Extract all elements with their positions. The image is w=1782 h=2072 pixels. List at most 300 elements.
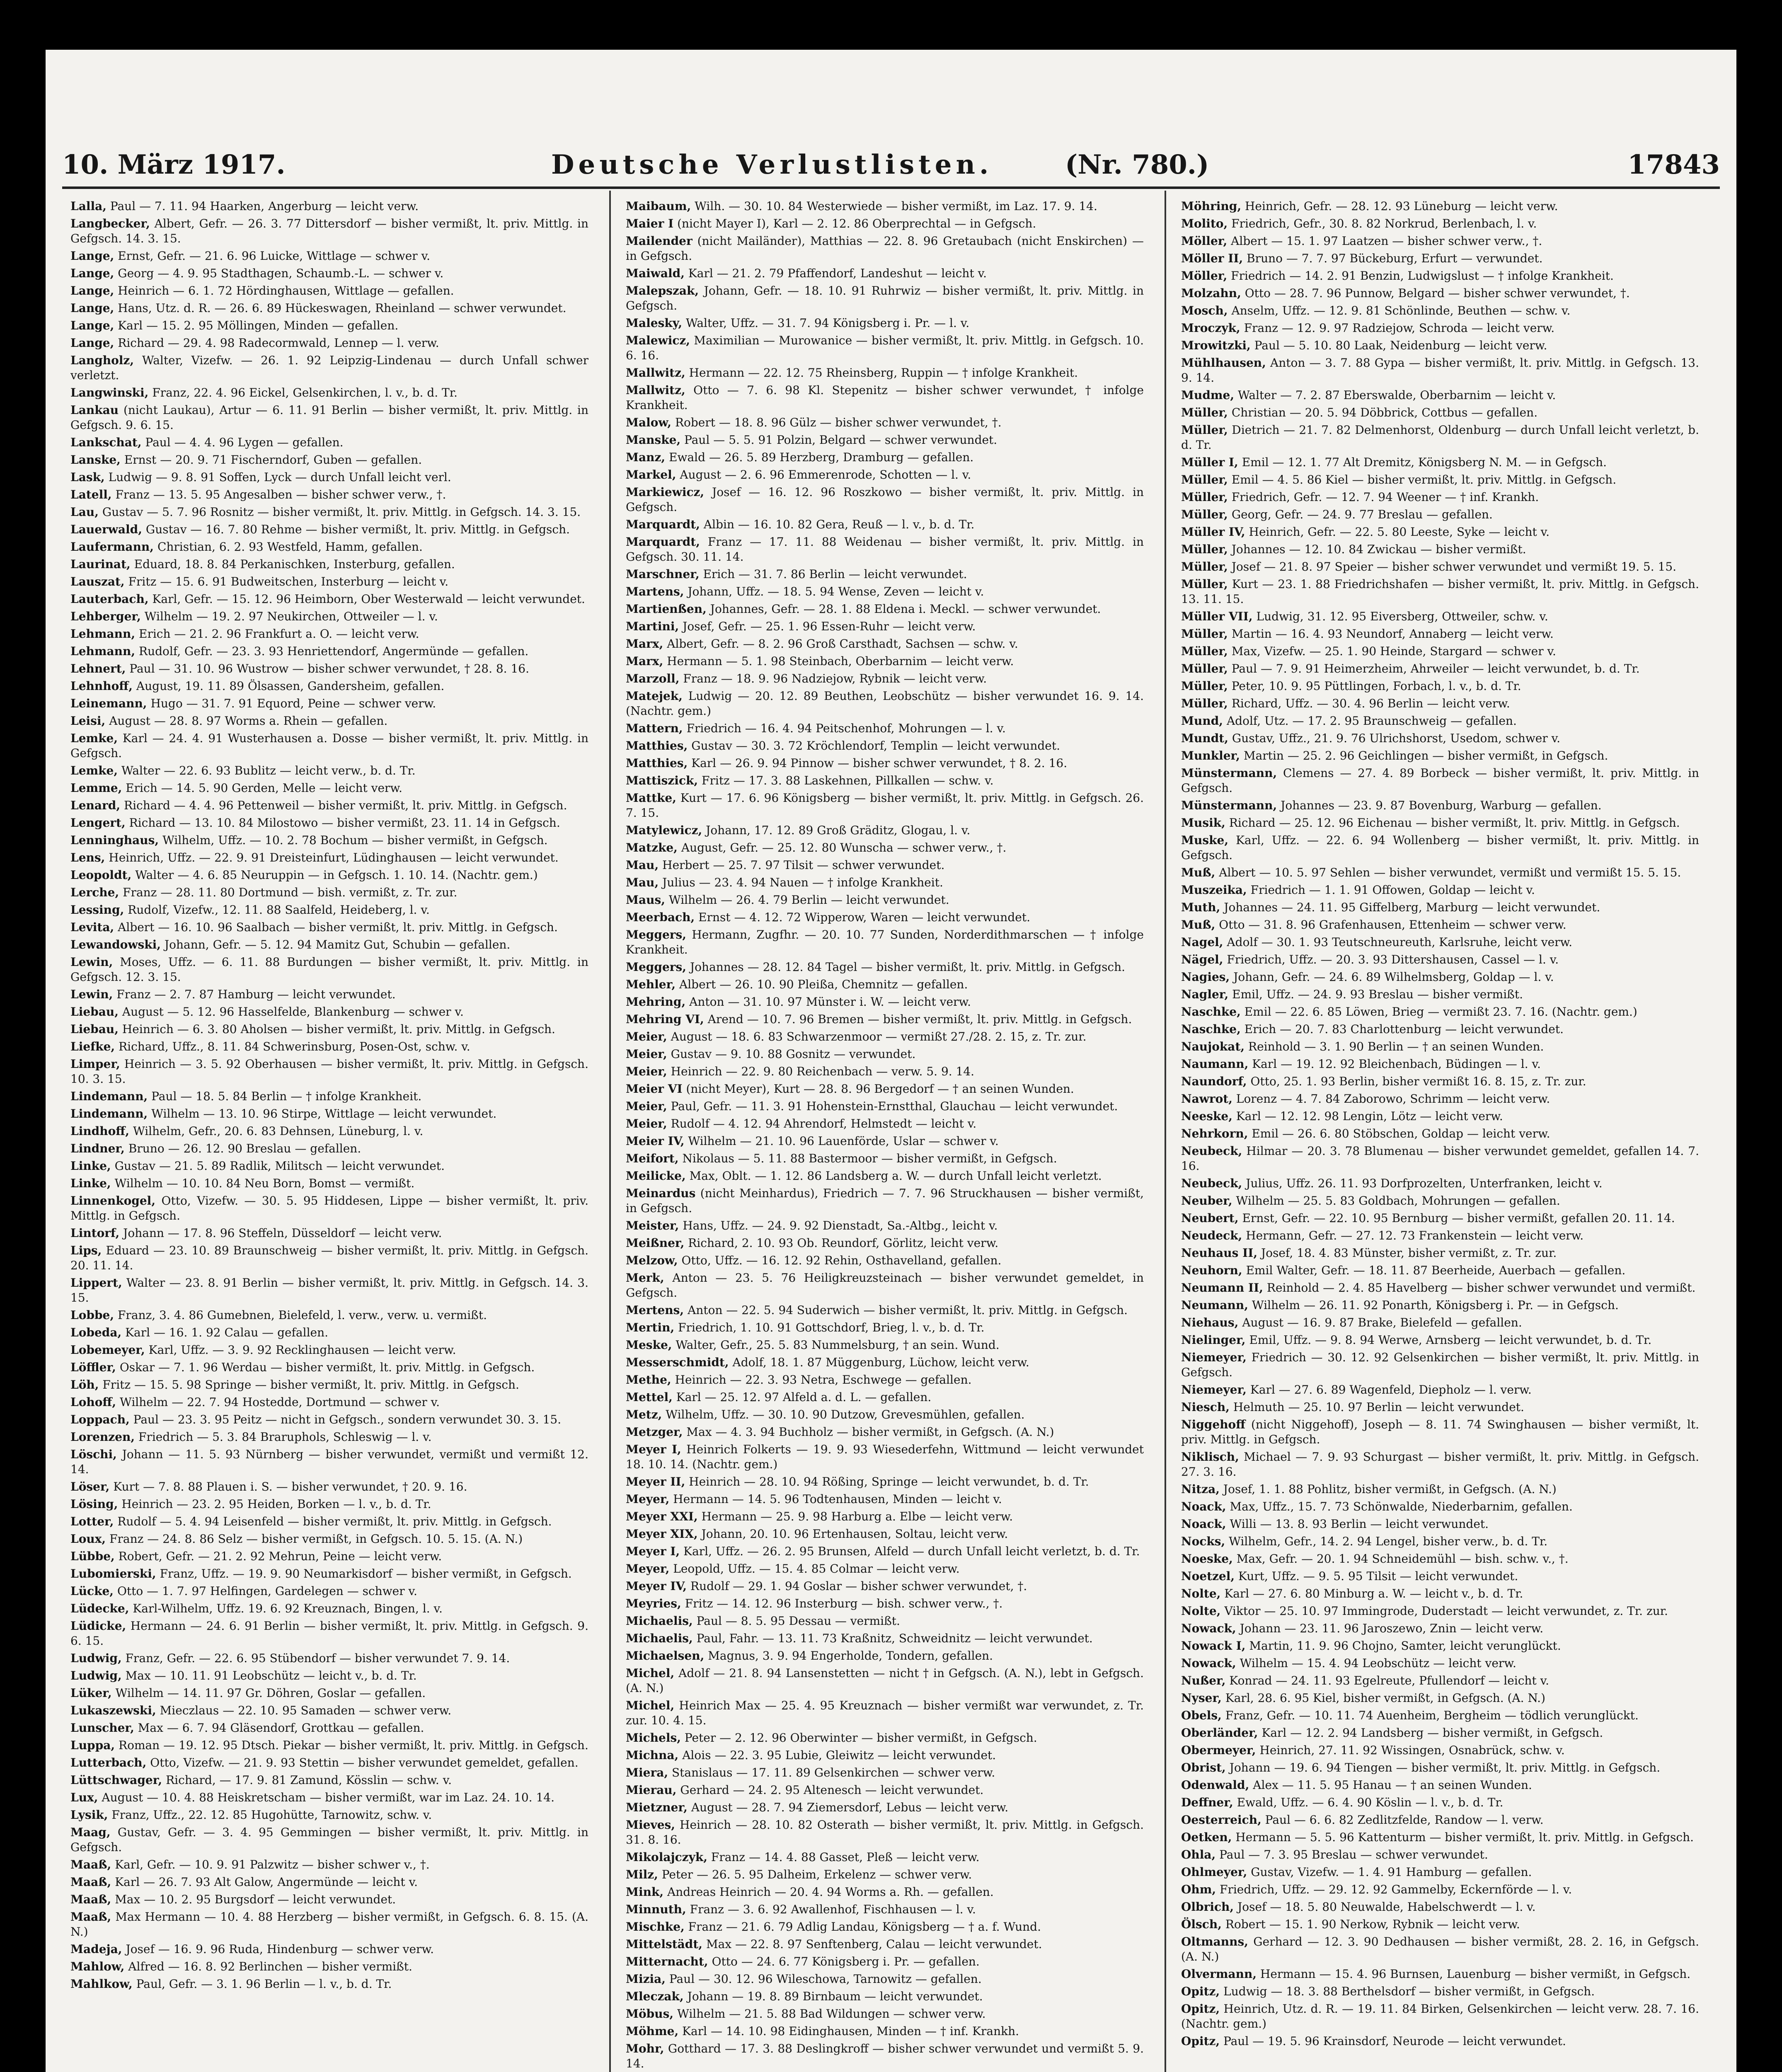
casualty-name: Lanske,	[70, 453, 121, 467]
casualty-name: Meyer IV,	[626, 1579, 687, 1593]
casualty-details: Heinrich, Utz. d. R. — 19. 11. 84 Birken, Gelsenkirchen — leicht verw. 28. 7. 16. (Nachtr. gem.)	[1181, 2002, 1699, 2031]
casualty-entry	[1181, 1144, 1699, 1174]
casualty-entry	[626, 283, 1144, 313]
casualty-entry	[626, 1338, 1144, 1353]
casualty-details: Hans, Uffz. — 24. 9. 92 Dienstadt, Sa.-Altbg., leicht v.	[683, 1219, 998, 1232]
casualty-details: Heinrich — 22. 3. 93 Netra, Eschwege — gefallen.	[675, 1373, 972, 1387]
casualty-name: Liebau,	[70, 1022, 119, 1036]
casualty-entry	[626, 840, 1144, 855]
casualty-name: Mizia,	[626, 1972, 666, 1986]
casualty-entry	[1181, 1450, 1699, 1479]
casualty-entry	[70, 1057, 588, 1087]
casualty-name: Musik,	[1181, 816, 1225, 830]
casualty-details: Franz, 3. 4. 86 Gumebnen, Bielefeld, l. verw., verw. u. vermißt.	[118, 1308, 487, 1322]
casualty-name: Michels,	[626, 1731, 681, 1745]
casualty-details: (nicht Laukau), Artur — 6. 11. 91 Berlin — bisher vermißt, lt. priv. Mittlg. in Gefgsch. 9. 6. 15.	[70, 403, 588, 432]
casualty-details: Johann — 23. 11. 96 Jaroszewo, Znin — leicht verw.	[1240, 1622, 1544, 1635]
casualty-details: Dietrich — 21. 7. 82 Delmenhorst, Oldenburg — durch Unfall leicht verletzt, b. d. Tr.	[1181, 423, 1699, 452]
casualty-entry	[1181, 559, 1699, 574]
casualty-name: Muß,	[1181, 918, 1215, 932]
casualty-name: Obermeyer,	[1181, 1743, 1256, 1757]
casualty-entry	[70, 679, 588, 694]
casualty-name: Meier,	[626, 1065, 667, 1078]
casualty-entry	[626, 1561, 1144, 1576]
casualty-entry	[626, 756, 1144, 771]
casualty-entry	[626, 433, 1144, 448]
casualty-entry	[70, 1089, 588, 1104]
casualty-entry	[1181, 405, 1699, 420]
casualty-name: Mierau,	[626, 1783, 677, 1797]
casualty-name: Niehaus,	[1181, 1316, 1239, 1329]
casualty-entry	[626, 1492, 1144, 1507]
casualty-entry	[70, 1619, 588, 1648]
casualty-entry	[70, 1532, 588, 1547]
casualty-name: Opitz,	[1181, 1985, 1220, 1998]
casualty-name: Olbrich,	[1181, 1900, 1234, 1914]
casualty-entry	[626, 1989, 1144, 2004]
casualty-entry	[1181, 714, 1699, 729]
casualty-name: Marx,	[626, 637, 663, 651]
casualty-name: Munkler,	[1181, 749, 1240, 762]
casualty-details: Friedrich, 1. 10. 91 Gottschdorf, Brieg, l. v., b. d. Tr.	[678, 1321, 985, 1334]
casualty-entry	[1181, 644, 1699, 659]
casualty-details: Wilhelm, Gefr., 14. 2. 94 Lengel, bisher verw., b. d. Tr.	[1229, 1535, 1548, 1548]
casualty-entry	[626, 316, 1144, 331]
casualty-details: Georg — 4. 9. 95 Stadthagen, Schaumb.-L. — schwer v.	[118, 266, 444, 280]
casualty-details: Julius, Uffz. 26. 11. 93 Dorfprozelten, Unterfranken, leicht v.	[1246, 1176, 1603, 1190]
casualty-entry	[70, 1910, 588, 1939]
casualty-entry	[70, 385, 588, 400]
casualty-name: Lehnhoff,	[70, 679, 133, 693]
casualty-name: Matthies,	[626, 739, 688, 753]
casualty-details: Peter, 10. 9. 95 Püttlingen, Forbach, l. v., b. d. Tr.	[1231, 679, 1521, 693]
casualty-details: Richard — 13. 10. 84 Milostowo — bisher vermißt, 23. 11. 14 in Gefgsch.	[129, 816, 560, 830]
casualty-details: Heinrich Max — 25. 4. 95 Kreuznach — bisher vermißt war verwundet, z. Tr. zur. 10. 4. 15.	[626, 1699, 1144, 1727]
casualty-name: Müller I,	[1181, 455, 1238, 469]
casualty-entry	[70, 199, 588, 214]
casualty-entry	[1181, 1350, 1699, 1380]
casualty-entry	[626, 1666, 1144, 1696]
casualty-entry	[70, 731, 588, 761]
casualty-entry	[626, 1407, 1144, 1422]
casualty-name: Nitza,	[1181, 1482, 1220, 1496]
column-middle	[626, 199, 1144, 2072]
casualty-details: Fritz — 14. 12. 96 Insterburg — bish. schwer verw., †.	[685, 1597, 1003, 1610]
casualty-details: Max — 10. 11. 91 Leobschütz — leicht v., b. d. Tr.	[125, 1669, 417, 1682]
casualty-name: Mietzner,	[626, 1801, 688, 1814]
casualty-name: Methe,	[626, 1373, 671, 1387]
casualty-entry	[1181, 917, 1699, 932]
casualty-entry	[1181, 2002, 1699, 2031]
casualty-details: Emil, Uffz. — 9. 8. 94 Werwe, Arnsberg — leicht verwundet, b. d. Tr.	[1249, 1333, 1652, 1347]
casualty-entry	[1181, 1126, 1699, 1141]
casualty-entry	[626, 977, 1144, 992]
casualty-details: Erich — 14. 5. 90 Gerden, Melle — leicht verw.	[126, 781, 402, 795]
casualty-entry	[1181, 1760, 1699, 1775]
casualty-name: Nocks,	[1181, 1535, 1225, 1548]
casualty-entry	[70, 1124, 588, 1139]
casualty-name: Meggers,	[626, 928, 687, 942]
casualty-details: Herbert — 25. 7. 97 Tilsit — schwer verwundet.	[662, 858, 945, 872]
casualty-name: Löser,	[70, 1480, 110, 1493]
casualty-entry	[1181, 303, 1699, 318]
casualty-name: Muszeika,	[1181, 883, 1247, 897]
casualty-details: Albert — 26. 10. 90 Pleißa, Chemnitz — gefallen.	[679, 978, 968, 991]
casualty-entry	[626, 893, 1144, 908]
casualty-entry	[626, 1134, 1144, 1149]
casualty-details: Karl — 27. 6. 89 Wagenfeld, Diepholz — l. verw.	[1250, 1383, 1532, 1397]
casualty-details: Emil — 22. 6. 85 Löwen, Brieg — vermißt 23. 7. 16. (Nachtr. gem.)	[1244, 1005, 1637, 1019]
casualty-entry	[1181, 1092, 1699, 1106]
casualty-details: Ludwig — 18. 3. 88 Berthelsdorf — bisher vermißt, in Gefgsch.	[1223, 1985, 1595, 1998]
casualty-name: Neuber,	[1181, 1194, 1232, 1208]
casualty-entry	[626, 1509, 1144, 1524]
casualty-name: Maaß,	[70, 1910, 111, 1924]
casualty-details: Erich — 20. 7. 83 Charlottenburg — leicht verwundet.	[1244, 1022, 1564, 1036]
casualty-entry	[70, 661, 588, 676]
casualty-name: Meißner,	[626, 1236, 685, 1250]
casualty-entry	[1181, 507, 1699, 522]
casualty-details: Heinrich — 6. 3. 80 Aholsen — bisher vermißt, lt. priv. Mittlg. in Gefgsch.	[122, 1022, 555, 1036]
casualty-name: Lankau	[70, 403, 119, 417]
casualty-entry	[1181, 1795, 1699, 1810]
casualty-entry	[1181, 766, 1699, 796]
casualty-details: Alfred — 16. 8. 92 Berlinchen — bisher vermißt.	[128, 1960, 412, 1973]
casualty-name: Madeja,	[70, 1942, 122, 1956]
casualty-name: Lotter,	[70, 1515, 114, 1528]
casualty-entry	[70, 1773, 588, 1788]
casualty-name: Lohoff,	[70, 1395, 116, 1409]
casualty-details: Alois — 22. 3. 95 Lubie, Gleiwitz — leicht verwundet.	[682, 1748, 996, 1762]
casualty-entry	[70, 868, 588, 883]
casualty-details: Johannes — 23. 9. 87 Bovenburg, Warburg — gefallen.	[1281, 799, 1602, 812]
casualty-name: Malow,	[626, 416, 672, 429]
casualty-name: Lauszat,	[70, 575, 125, 588]
casualty-details: Wilhelm — 25. 5. 83 Goldbach, Mohrungen — gefallen.	[1236, 1194, 1560, 1208]
casualty-details: Wilhelm — 21. 10. 96 Lauenförde, Uslar — schwer v.	[688, 1134, 999, 1148]
casualty-name: Lücke,	[70, 1584, 114, 1598]
casualty-name: Lemke,	[70, 764, 118, 777]
casualty-entry	[70, 1226, 588, 1241]
casualty-name: Lange,	[70, 301, 114, 315]
casualty-details: Karl, Uffz. — 3. 9. 92 Recklinghausen — leicht verw.	[148, 1343, 456, 1357]
casualty-entry	[70, 850, 588, 865]
casualty-entry	[70, 1377, 588, 1392]
casualty-name: Lalla,	[70, 199, 107, 213]
casualty-name: Mau,	[626, 858, 659, 872]
casualty-details: Otto — 24. 6. 77 Königsberg i. Pr. — gefallen.	[712, 1955, 980, 1968]
casualty-name: Möhring,	[1181, 199, 1242, 213]
casualty-details: Karl — 19. 12. 92 Bleichenbach, Büdingen — l. v.	[1252, 1057, 1541, 1071]
casualty-name: Möller II,	[1181, 252, 1243, 265]
casualty-details: Gustav — 16. 7. 80 Rehme — bisher vermißt, lt. priv. Mittlg. in Gefgsch.	[145, 523, 570, 536]
casualty-details: Fritz — 17. 3. 88 Laskehnen, Pillkallen — schw. v.	[702, 774, 994, 787]
casualty-details: Ernst, Gefr. — 22. 10. 95 Bernburg — bisher vermißt, gefallen 20. 11. 14.	[1242, 1211, 1675, 1225]
casualty-details: August — 10. 4. 88 Heiskretscham — bisher vermißt, war im Laz. 24. 10. 14.	[102, 1791, 554, 1804]
casualty-name: Marschner,	[626, 567, 700, 581]
casualty-entry	[1181, 251, 1699, 266]
casualty-entry	[626, 1972, 1144, 1987]
casualty-entry	[70, 318, 588, 333]
casualty-details: Ludwig — 9. 8. 91 Soffen, Lyck — durch Unfall leicht verl.	[108, 470, 451, 484]
casualty-entry	[1181, 883, 1699, 898]
casualty-details: Walter — 7. 2. 87 Eberswalde, Oberbarnim — leicht v.	[1238, 388, 1556, 402]
casualty-name: Lemme,	[70, 781, 122, 795]
casualty-name: Meilicke,	[626, 1169, 686, 1183]
casualty-name: Mund,	[1181, 714, 1223, 728]
casualty-details: Albert, Gefr. — 8. 2. 96 Groß Carsthadt, Sachsen — schw. v.	[667, 637, 1018, 651]
casualty-name: Nowack I,	[1181, 1639, 1246, 1653]
casualty-entry	[1181, 1900, 1699, 1915]
casualty-details: Leopold, Uffz. — 15. 4. 85 Colmar — leicht verw.	[673, 1562, 960, 1576]
casualty-name: Opitz,	[1181, 2034, 1220, 2048]
casualty-name: Lüker,	[70, 1686, 112, 1700]
casualty-details: Heinrich — 6. 1. 72 Hördinghausen, Wittlage — gefallen.	[118, 284, 454, 298]
casualty-name: Lessing,	[70, 903, 124, 917]
casualty-entry	[1181, 1263, 1699, 1278]
casualty-entry	[70, 1325, 588, 1340]
casualty-entry	[1181, 1211, 1699, 1226]
casualty-name: Mailender	[626, 234, 692, 248]
casualty-details: Franz, Gefr. — 22. 6. 95 Stübendorf — bisher verwundet 7. 9. 14.	[125, 1651, 510, 1665]
casualty-details: August — 28. 7. 94 Ziemersdorf, Lebus — leicht verw.	[691, 1801, 1009, 1814]
casualty-name: Lips,	[70, 1244, 102, 1257]
casualty-name: Leinemann,	[70, 697, 147, 710]
casualty-details: Franz — 18. 9. 96 Nadziejow, Rybnik — leicht verw.	[683, 672, 987, 685]
casualty-details: Josef — 21. 8. 97 Speier — bisher schwer verwundet und vermißt 19. 5. 15.	[1231, 560, 1677, 574]
casualty-entry	[1181, 1022, 1699, 1037]
casualty-details: Johann — 17. 8. 96 Steffeln, Düsseldorf — leicht verw.	[123, 1226, 442, 1240]
casualty-name: Lange,	[70, 284, 114, 298]
column-divider	[1165, 191, 1166, 2072]
casualty-details: Adolf, Utz. — 17. 2. 95 Braunschweig — gefallen.	[1226, 714, 1517, 728]
casualty-details: Karl, Gefr. — 15. 12. 96 Heimborn, Ober Westerwald — leicht verwundet.	[152, 592, 585, 606]
casualty-entry	[626, 1579, 1144, 1594]
casualty-entry	[1181, 1315, 1699, 1330]
casualty-details: Heinrich — 28. 10. 94 Rößing, Springe — leicht verwundet, b. d. Tr.	[689, 1475, 1089, 1489]
casualty-details: Otto, Vizefw. — 30. 5. 95 Hiddesen, Lippe — bisher vermißt, lt. priv. Mittlg. in Gefgsch.	[70, 1194, 588, 1222]
casualty-details: Walter — 22. 6. 93 Bublitz — leicht verw., b. d. Tr.	[121, 764, 416, 777]
casualty-entry	[70, 1106, 588, 1121]
casualty-entry	[1181, 816, 1699, 830]
casualty-details: Rudolf, Vizefw., 12. 11. 88 Saalfeld, Heideberg, l. v.	[128, 903, 430, 917]
casualty-details: Franz, 22. 4. 96 Eickel, Gelsenkirchen, l. v., b. d. Tr.	[152, 386, 458, 399]
casualty-name: Lösing,	[70, 1497, 118, 1511]
casualty-entry	[626, 1271, 1144, 1300]
casualty-entry	[70, 1738, 588, 1753]
casualty-name: Oltmanns,	[1181, 1935, 1248, 1949]
casualty-name: Melzow,	[626, 1254, 678, 1267]
casualty-entry	[1181, 1517, 1699, 1532]
casualty-details: Peter — 2. 12. 96 Oberwinter — bisher vermißt, in Gefgsch.	[684, 1731, 1037, 1745]
casualty-name: Lange,	[70, 249, 114, 263]
casualty-name: Lüdecke,	[70, 1602, 129, 1615]
casualty-name: Levita,	[70, 920, 114, 934]
casualty-name: Neumann,	[1181, 1298, 1248, 1312]
casualty-entry	[626, 1303, 1144, 1318]
casualty-name: Lewandowski,	[70, 938, 161, 951]
casualty-name: Malewicz,	[626, 334, 690, 347]
casualty-details: Alex — 11. 5. 95 Hanau — † an seinen Wunden.	[1253, 1778, 1532, 1792]
casualty-details: Wilhelm, Uffz. — 10. 2. 78 Bochum — bisher vermißt, in Gefgsch.	[162, 833, 548, 847]
casualty-entry	[626, 637, 1144, 651]
casualty-details: Lorenz — 4. 7. 84 Zaborowo, Schrimm — leicht verw.	[1236, 1092, 1550, 1106]
casualty-entry	[1181, 455, 1699, 470]
casualty-entry	[70, 1141, 588, 1156]
casualty-name: Loppach,	[70, 1413, 130, 1426]
casualty-entry	[1181, 1708, 1699, 1723]
casualty-entry	[70, 1977, 588, 1992]
casualty-details: (nicht Meyer), Kurt — 28. 8. 96 Bergedorf — † an seinen Wunden.	[686, 1082, 1074, 1096]
casualty-entry	[626, 216, 1144, 231]
casualty-entry	[1181, 1847, 1699, 1862]
casualty-entry	[626, 875, 1144, 890]
casualty-name: Lenninghaus,	[70, 833, 159, 847]
casualty-details: Wilh. — 30. 10. 84 Westerwiede — bisher vermißt, im Laz. 17. 9. 14.	[695, 199, 1097, 213]
casualty-entry	[626, 234, 1144, 264]
header-issue-number: (Nr. 780.)	[1065, 149, 1209, 180]
casualty-name: Meier VI	[626, 1082, 683, 1096]
casualty-name: Löh,	[70, 1378, 99, 1392]
casualty-entry	[70, 1790, 588, 1805]
casualty-entry	[70, 609, 588, 624]
casualty-details: (nicht Niggehoff), Joseph — 8. 11. 74 Swinghausen — bisher vermißt, lt. priv. Mittlg. in Gefgsch.	[1181, 1418, 1699, 1446]
casualty-name: Neubeck,	[1181, 1144, 1242, 1158]
casualty-name: Müller IV,	[1181, 525, 1245, 539]
casualty-details: Adolf — 30. 1. 93 Teutschneureuth, Karlsruhe, leicht verw.	[1227, 935, 1573, 949]
casualty-details: Heinrich, Gefr. — 22. 5. 80 Leeste, Syke — leicht v.	[1249, 525, 1550, 539]
casualty-entry	[626, 2041, 1144, 2071]
casualty-entry	[626, 1800, 1144, 1815]
casualty-name: Meyer XIX,	[626, 1527, 698, 1541]
casualty-details: Johann, Gefr. — 5. 12. 94 Mamitz Gut, Schubin — gefallen.	[164, 938, 511, 951]
casualty-entry	[1181, 679, 1699, 694]
casualty-details: Rudolf — 29. 1. 94 Goslar — bisher schwer verwundet, †.	[690, 1579, 1027, 1593]
casualty-entry	[70, 1959, 588, 1974]
casualty-entry	[1181, 1280, 1699, 1295]
casualty-name: Lehmann,	[70, 627, 136, 641]
casualty-entry	[626, 383, 1144, 413]
casualty-name: Linke,	[70, 1176, 111, 1190]
casualty-entry	[1181, 1656, 1699, 1671]
casualty-details: Paul — 30. 12. 96 Wileschowa, Tarnowitz — gefallen.	[669, 1972, 982, 1986]
casualty-details: Martin — 25. 2. 96 Geichlingen — bisher vermißt, in Gefgsch.	[1243, 749, 1608, 762]
casualty-details: Franz — 14. 4. 88 Gasset, Pleß — leicht verw.	[711, 1850, 980, 1864]
casualty-details: Kurt — 17. 6. 96 Königsberg — bisher vermißt, lt. priv. Mittlg. in Gefgsch. 26. 7. 15.	[626, 791, 1144, 820]
casualty-entry	[1181, 1569, 1699, 1584]
casualty-entry	[70, 1808, 588, 1823]
casualty-name: Minnuth,	[626, 1903, 686, 1916]
casualty-name: Matthies,	[626, 756, 688, 770]
casualty-details: Richard — 4. 4. 96 Pettenweil — bisher vermißt, lt. priv. Mittlg. in Gefgsch.	[124, 799, 567, 812]
casualty-name: Lengert,	[70, 816, 126, 830]
casualty-entry	[1181, 423, 1699, 453]
casualty-name: Mischke,	[626, 1920, 685, 1934]
casualty-name: Nagies,	[1181, 970, 1230, 984]
casualty-details: Heinrich — 22. 9. 80 Reichenbach — verw. 5. 9. 14.	[671, 1065, 975, 1078]
casualty-name: Lintorf,	[70, 1226, 120, 1240]
casualty-details: Anton — 23. 5. 76 Heiligkreuzsteinach — bisher verwundet gemeldet, in Gefgsch.	[626, 1271, 1144, 1300]
casualty-entry	[1181, 1639, 1699, 1653]
casualty-entry	[1181, 1586, 1699, 1601]
casualty-name: Meier,	[626, 1047, 667, 1061]
casualty-details: Wilhelm — 10. 10. 84 Neu Born, Bomst — vermißt.	[114, 1176, 415, 1190]
casualty-name: Meggers,	[626, 960, 687, 974]
casualty-entry	[1181, 627, 1699, 641]
casualty-entry	[1181, 1333, 1699, 1348]
casualty-details: Georg, Gefr. — 24. 9. 77 Breslau — gefallen.	[1231, 508, 1493, 521]
casualty-entry	[1181, 1499, 1699, 1514]
casualty-name: Mattke,	[626, 791, 676, 805]
casualty-details: Heinrich — 23. 2. 95 Heiden, Borken — l. v., b. d. Tr.	[121, 1497, 431, 1511]
casualty-entry	[626, 1390, 1144, 1405]
casualty-entry	[70, 1549, 588, 1564]
casualty-details: Wilhelm — 15. 4. 94 Leobschütz — leicht verw.	[1240, 1656, 1516, 1670]
casualty-name: Obrist,	[1181, 1761, 1226, 1774]
casualty-name: Linke,	[70, 1159, 111, 1173]
casualty-details: Adolf, 18. 1. 87 Müggenburg, Lüchow, leicht verw.	[732, 1356, 1029, 1369]
casualty-details: Wilhelm — 19. 2. 97 Neukirchen, Ottweiler — l. v.	[144, 610, 438, 623]
casualty-entry	[70, 216, 588, 246]
casualty-name: Lüdicke,	[70, 1619, 126, 1633]
casualty-entry	[626, 619, 1144, 634]
casualty-entry	[1181, 286, 1699, 301]
casualty-details: Johann, Gefr. — 18. 10. 91 Ruhrwiz — bisher vermißt, lt. priv. Mittlg. in Gefgsch.	[626, 284, 1144, 312]
casualty-entry	[70, 833, 588, 848]
casualty-entry	[70, 453, 588, 467]
casualty-details: Karl-Wilhelm, Uffz. 19. 6. 92 Kreuznach, Bingen, l. v.	[133, 1602, 443, 1615]
casualty-entry	[1181, 1039, 1699, 1054]
casualty-entry	[626, 1648, 1144, 1663]
casualty-details: Albin — 16. 10. 82 Gera, Reuß — l. v., b. d. Tr.	[703, 518, 975, 531]
casualty-name: Lens,	[70, 851, 105, 864]
casualty-name: Maaß,	[70, 1875, 111, 1889]
casualty-details: Heinrich — 28. 10. 82 Osterath — bisher vermißt, lt. priv. Mittlg. in Gefgsch. 31. 8. 16.	[626, 1818, 1144, 1847]
casualty-details: Franz — 21. 6. 79 Adlig Landau, Königsberg — † a. f. Wund.	[688, 1920, 1041, 1934]
casualty-name: Manske,	[626, 433, 681, 447]
casualty-name: Marquardt,	[626, 518, 700, 531]
casualty-details: Hermann — 5. 5. 96 Kattenturm — bisher vermißt, lt. priv. Mittlg. in Gefgsch.	[1235, 1830, 1694, 1844]
casualty-name: Mikolajczyk,	[626, 1850, 707, 1864]
casualty-entry	[626, 654, 1144, 669]
casualty-name: Loux,	[70, 1532, 106, 1546]
casualty-details: Bruno — 26. 12. 90 Breslau — gefallen.	[128, 1142, 361, 1155]
casualty-name: Nagel,	[1181, 935, 1223, 949]
casualty-entry	[626, 266, 1144, 281]
casualty-name: Mallwitz,	[626, 366, 685, 380]
casualty-name: Michaelsen,	[626, 1649, 705, 1663]
casualty-details: August — 16. 9. 87 Brake, Bielefeld — gefallen.	[1242, 1316, 1522, 1329]
casualty-entry	[70, 1514, 588, 1529]
casualty-name: Neuhorn,	[1181, 1264, 1242, 1277]
casualty-details: Peter — 26. 5. 95 Dalheim, Erkelenz — schwer verw.	[661, 1868, 972, 1881]
casualty-entry	[70, 1159, 588, 1174]
casualty-details: Emil — 4. 5. 86 Kiel — bisher vermißt, lt. priv. Mittlg. in Gefgsch.	[1231, 473, 1617, 487]
casualty-entry	[626, 1474, 1144, 1489]
casualty-name: Lobbe,	[70, 1308, 114, 1322]
casualty-details: Mieczlaus — 22. 10. 95 Samaden — schwer verw.	[160, 1704, 452, 1717]
casualty-name: Müller,	[1181, 679, 1228, 693]
casualty-entry	[1181, 1830, 1699, 1845]
casualty-entry	[70, 955, 588, 985]
casualty-details: August — 28. 8. 97 Worms a. Rhein — gefallen.	[109, 714, 388, 728]
casualty-name: Möbus,	[626, 2007, 674, 2021]
casualty-details: Josef, Gefr. — 25. 1. 96 Essen-Ruhr — leicht verw.	[683, 620, 976, 633]
casualty-entry	[626, 1937, 1144, 1952]
casualty-name: Meyer,	[626, 1492, 670, 1506]
casualty-name: Lewin,	[70, 988, 113, 1001]
casualty-details: Max, Gefr. — 20. 1. 94 Schneidemühl — bish. schw. v., †.	[1236, 1552, 1569, 1566]
